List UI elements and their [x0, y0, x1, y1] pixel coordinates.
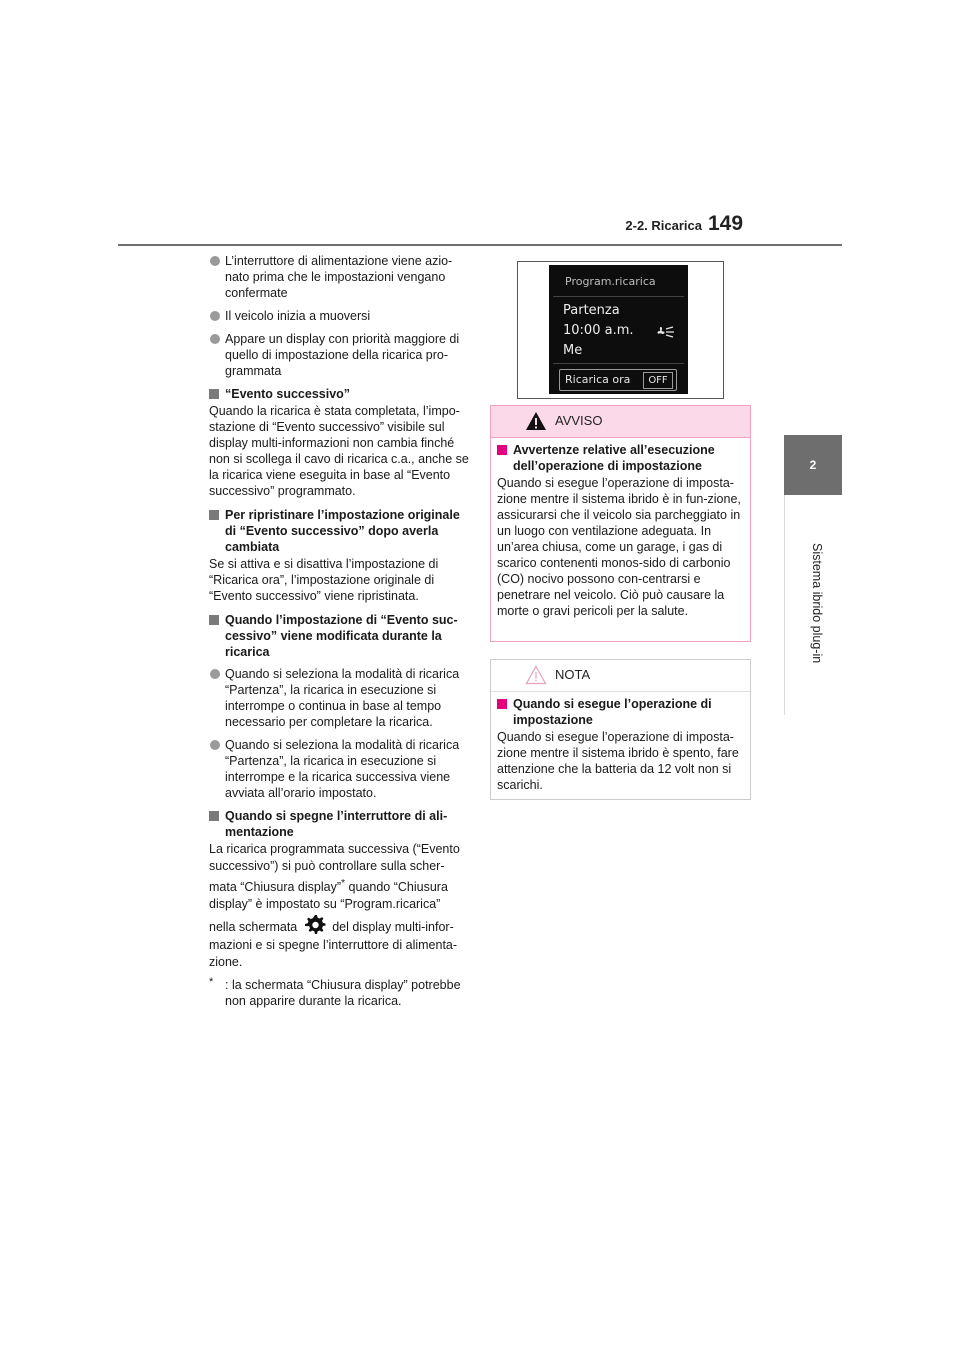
section-text-part: La ricarica programmata successiva (“Evento successivo”) si può controllare sulla scher-mata “Chiusura display”	[209, 842, 460, 895]
bullet-icon	[210, 334, 220, 344]
chapter-title: Sistema ibrido plug-in	[810, 542, 824, 664]
list-item-text: Il veicolo inizia a muoversi	[225, 309, 371, 323]
bullet-icon	[210, 669, 220, 679]
note-heading	[497, 696, 744, 728]
left-column	[209, 253, 469, 1009]
display-title: Program.ricarica	[565, 275, 656, 288]
square-bullet-icon	[209, 615, 219, 625]
footnote-ref: *	[341, 878, 346, 889]
section-heading	[209, 612, 469, 660]
section-heading	[209, 507, 469, 555]
list-item	[209, 308, 469, 324]
list-item-text: Quando si seleziona la modalità di ricarica “Partenza”, la ricarica in esecuzione si interrompe e la ricarica successiva viene avviata all’orario impostato.	[225, 738, 460, 800]
chapter-number: 2	[809, 458, 817, 472]
section-heading-text: Quando si spegne l’interruttore di ali-mentazione	[225, 809, 448, 839]
square-bullet-icon	[497, 699, 507, 709]
warning-heading	[497, 442, 744, 474]
list-item	[209, 331, 469, 379]
warning-box	[490, 405, 751, 642]
list-item-text: L’interruttore di alimentazione viene azio-nato prima che le impostazioni vengano confermate	[225, 254, 453, 300]
note-box	[490, 659, 751, 800]
note-text: Quando si esegue l’operazione di imposta-zione mentre il sistema ibrido è spento, fare attenzione che la batteria da 12 volt non si scarichi.	[497, 730, 739, 792]
note-label: NOTA	[555, 667, 591, 682]
header-rule	[118, 244, 842, 246]
section-heading-text: “Evento successivo”	[225, 387, 351, 401]
page-number: 149	[708, 212, 744, 235]
display-divider	[553, 296, 684, 297]
warning-header	[491, 406, 750, 438]
section-heading-text: Quando l’impostazione di “Evento suc-cessivo” viene modificata durante la ricarica	[225, 613, 458, 659]
caution-triangle-icon	[525, 665, 547, 685]
bullet-icon	[210, 311, 220, 321]
bullet-icon	[210, 740, 220, 750]
footnote-text: : la schermata “Chiusura display” potrebbe non apparire durante la ricarica.	[225, 978, 461, 1009]
footnote	[209, 977, 469, 1009]
list-item	[209, 737, 469, 801]
warning-heading-text: Avvertenze relative all’esecuzione dell’operazione di impostazione	[513, 443, 715, 473]
multi-information-display	[549, 265, 688, 394]
display-day: Me	[563, 343, 583, 358]
display-time: 10:00 a.m.	[563, 323, 634, 338]
note-body	[491, 692, 750, 793]
footnote-mark: *	[209, 976, 214, 989]
section-heading-text: Per ripristinare l’impostazione originale di “Evento successivo” dopo averla cambiata	[225, 508, 460, 554]
section-text-part: del display multi-infor-mazioni e si spegne l’interruttore di alimenta-zione.	[209, 920, 458, 970]
square-bullet-icon	[209, 811, 219, 821]
square-bullet-icon	[497, 445, 507, 455]
chapter-tab	[784, 435, 842, 495]
warning-body	[491, 438, 750, 619]
bullet-icon	[210, 256, 220, 266]
climate-fan-icon	[655, 322, 675, 342]
section-heading	[209, 808, 469, 840]
charge-now-button[interactable]	[559, 369, 677, 391]
section-heading	[209, 386, 469, 402]
section-title: 2-2. Ricarica	[625, 218, 702, 233]
list-item	[209, 666, 469, 730]
warning-label: AVVISO	[555, 413, 603, 428]
square-bullet-icon	[209, 510, 219, 520]
list-item-text: Appare un display con priorità maggiore di quello di impostazione della ricarica pro-grammata	[225, 332, 460, 378]
section-text	[209, 841, 469, 971]
warning-text: Quando si esegue l’operazione di imposta-zione mentre il sistema ibrido è in fun-zione, assicurarsi che il veicolo sia parcheggiato in un luogo con ventilazione adeguata. In un’area chiusa, come un garage, i gas di scarico contenenti monos-sido di carbonio (CO) nocivo possono con-centrarsi e penetrare nel veicolo. Ciò può causare la morte o gravi pericoli per la salute.	[497, 476, 741, 618]
warning-triangle-icon	[525, 411, 547, 431]
note-heading-text: Quando si esegue l’operazione di impostazione	[513, 697, 712, 727]
list-item-text: Quando si seleziona la modalità di ricarica “Partenza”, la ricarica in esecuzione si interrompe o continua in base al tempo necessario per completare la ricarica.	[225, 667, 460, 729]
list-item	[209, 253, 469, 301]
section-text-part: quando “Chiusura display” è impostato su “Program.ricarica” nella schermata	[209, 880, 448, 935]
display-divider	[553, 363, 684, 364]
display-departure: Partenza	[563, 303, 620, 318]
charge-now-toggle[interactable]: OFF	[643, 372, 673, 389]
gear-icon	[303, 913, 327, 937]
note-header	[491, 660, 750, 692]
square-bullet-icon	[209, 389, 219, 399]
section-text: Se si attiva e si disattiva l’impostazione di “Ricarica ora”, l’impostazione originale di “Evento successivo” viene ripristinata.	[209, 557, 439, 603]
section-text: Quando la ricarica è stata completata, l’impo-stazione di “Evento successivo” visibile sul display multi-informazioni non cambia finché non si scollega il cavo di ricarica c.a., anche se la ricarica viene eseguita in base al “Evento successivo” programmato.	[209, 404, 469, 498]
charge-now-label: Ricarica ora	[565, 373, 631, 386]
